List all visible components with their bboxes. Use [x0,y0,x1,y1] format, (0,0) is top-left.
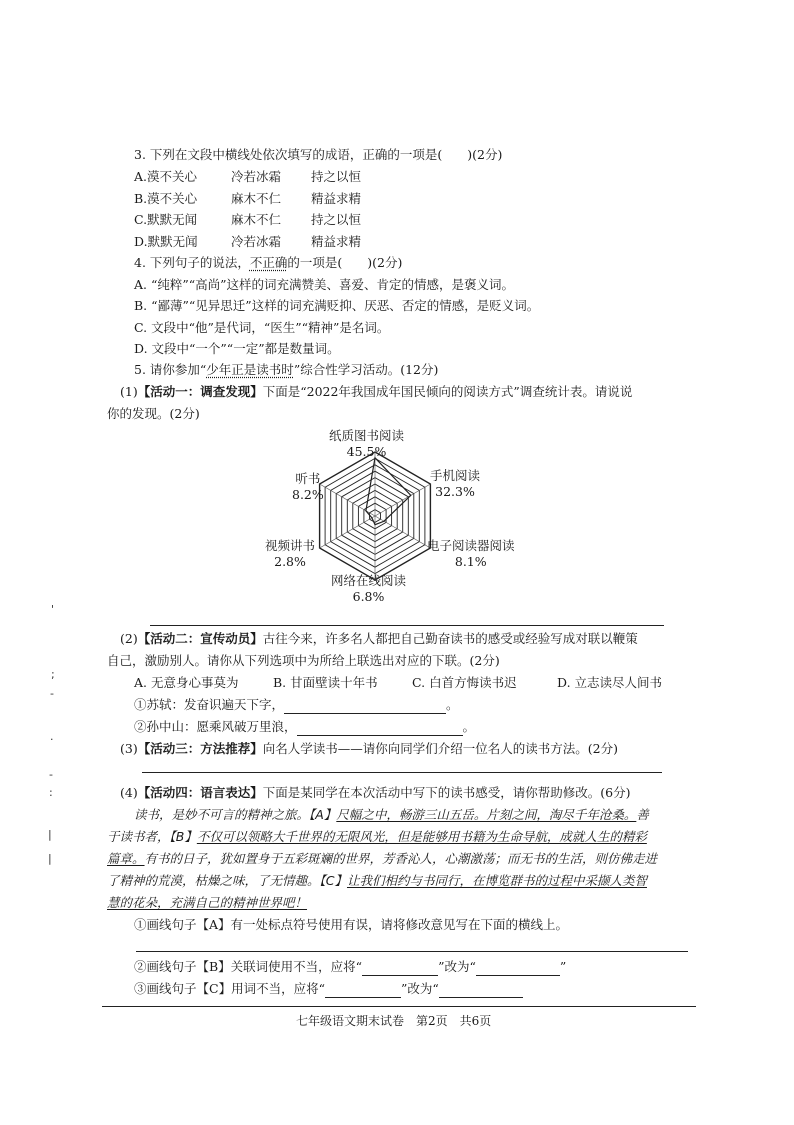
radar-label-video [265,538,315,570]
essay-line-4 [107,872,647,890]
sub-question-2 [134,958,566,976]
option-word-1: 漠不关心 [147,191,198,206]
radar-category-label: 电子阅读器阅读 [427,538,515,553]
option-letter: D. [134,234,148,249]
q3-option-d-word2: 冷若冰霜 [231,234,282,249]
essay-text: 了精神的荒漠，枯燥之味，了无情趣。【C】 [107,873,347,888]
q3-stem: 3. 下列在文段中横线处依次填写的成语，正确的一项是( )(2分) [134,147,503,162]
q5-stem-pre: 5. 请你参加“ [134,362,207,377]
q3-option-b[interactable] [134,190,197,208]
essay-line-1 [134,806,649,824]
sub2-text: ②画线句子【B】关联词使用不当，应将“ [134,959,363,974]
activity4-tag: 【活动四：语言表达】 [137,785,263,800]
radar-value-label: 8.2% [292,487,324,502]
couplet-item-2 [134,718,475,736]
couplet-end-mark: 。 [446,697,459,712]
couplet-answer-blank-2[interactable] [297,721,463,736]
radar-value-label: 6.8% [352,589,385,604]
q3-option-d[interactable] [134,233,198,251]
q5-stem-emphasis: 少年正是读书时 [206,362,294,377]
margin-mark: | [48,852,52,865]
radar-category-label: 视频讲书 [265,538,316,553]
answer-line-activity1[interactable] [150,625,664,626]
sub2-text: ”改为“ [438,959,476,974]
q3-option-a-word3: 持之以恒 [311,169,362,184]
activity2-tag: 【活动二：宣传动员】 [137,631,263,646]
activity3-line [120,740,618,758]
couplet-end-mark: 。 [462,719,476,734]
radar-label-online [331,573,406,605]
essay-line-2 [107,828,647,846]
margin-mark: . [50,730,54,743]
essay-text: 于读书者，【B】 [107,829,197,844]
option-word-1: 漠不关心 [147,169,198,184]
underlined-sentence-b-end: 篇章。 [107,851,145,866]
margin-mark: : [49,786,53,799]
q3-option-b-word2: 麻木不仁 [231,191,282,206]
q5-stem [134,361,438,379]
underlined-sentence-a: 尺幅之中，畅游三山五岳。片刻之间，淘尽千年沧桑。 [336,807,637,822]
sub3-text: ”改为“ [400,981,439,996]
essay-text: 善 [636,807,649,822]
radar-label-phone [430,468,480,500]
activity3-text: 向名人学读书——请你向同学们介绍一位名人的读书方法。(2分) [262,741,618,756]
activity1-line2: 你的发现。(2分) [107,406,200,421]
sub2-blank-to[interactable] [476,961,560,976]
q4-stem-emphasis: 不正确 [249,255,288,270]
q3-option-d-word3: 精益求精 [311,234,362,249]
margin-mark: ' [51,603,55,616]
sub3-text: ③画线句子【C】用词不当，应将“ [134,981,325,996]
essay-text: 读书，是妙不可言的精神之旅。【A】 [134,807,337,822]
page-footer: 七年级语文期末试卷 第2页 共6页 [296,1014,492,1028]
answer-line-activity3[interactable] [142,772,662,773]
q3-option-c-word2: 麻木不仁 [231,212,282,227]
couplet-option-d[interactable]: D. 立志读尽人间书 [557,675,663,690]
essay-line-3 [107,850,657,868]
radar-label-paper [329,428,404,460]
sub3-blank-from[interactable] [325,983,401,998]
underlined-sentence-c-end: 慧的花朵，充满自己的精神世界吧！ [107,895,308,910]
option-letter: C. [134,212,148,227]
activity3-tag: 【活动三：方法推荐】 [137,741,263,756]
q4-option-c[interactable]: C. 文段中“他”是代词，“医生”“精神”是名词。 [134,320,390,335]
activity4-line [120,784,630,802]
sub-question-3 [134,980,523,998]
radar-category-label: 手机阅读 [430,468,481,483]
activity2-line1 [120,630,638,648]
sub-question-1: ①画线句子【A】有一处标点符号使用有误，请将修改意见写在下面的横线上。 [134,917,569,932]
q4-option-b[interactable]: B. “鄙薄”“见异思迁”这样的词充满贬抑、厌恶、否定的情感，是贬义词。 [134,298,540,313]
sub2-blank-from[interactable] [362,961,438,976]
option-letter: B. [134,191,148,206]
margin-mark: | [48,828,52,841]
sub2-text: ” [559,959,567,974]
radar-value-label: 8.1% [454,554,487,569]
option-word-1: 默默无闻 [147,212,198,227]
radar-label-audio [292,471,324,503]
margin-mark: ; [51,668,55,681]
couplet-answer-blank-1[interactable] [284,699,446,714]
q4-stem [134,254,402,272]
activity4-text: 下面是某同学在本次活动中写下的读书感受，请你帮助修改。(6分) [262,785,631,800]
q3-option-c-word3: 持之以恒 [311,212,362,227]
activity1-text: 下面是“2022年我国成年国民倾向的阅读方式”调查统计表。请说说 [262,384,633,399]
radar-category-label: 听书 [295,471,321,486]
q5-stem-post: ”综合性学习活动。(12分) [293,362,439,377]
couplet-item-text: ②孙中山：愿乘风破万里浪， [134,719,297,734]
margin-mark: - [49,768,53,781]
answer-line-sub1[interactable] [136,951,688,952]
activity2-number: (2) [120,631,138,646]
q4-stem-post: 的一项是( )(2分) [287,255,403,270]
q4-option-a[interactable]: A. “纯粹”“高尚”这样的词充满赞美、喜爱、肯定的情感，是褒义词。 [134,277,515,292]
q3-option-a-word2: 冷若冰霜 [231,169,282,184]
footer-rule [102,1006,696,1007]
couplet-option-c[interactable]: C. 白首方悔读书迟 [412,675,517,690]
radar-value-label: 32.3% [435,484,475,499]
activity3-number: (3) [120,741,138,756]
couplet-option-a[interactable]: A. 无意身心事莫为 [134,675,239,690]
margin-mark: - [50,687,54,700]
underlined-sentence-b: 不仅可以领略大千世界的无限风光，但是能够用书籍为生命导航，成就人生的精彩 [196,829,647,844]
q3-option-b-word3: 精益求精 [311,191,362,206]
activity1-tag: 【活动一：调查发现】 [137,384,263,399]
couplet-item-text: ①苏轼：发奋识遍天下字， [134,697,285,712]
radar-value-label: 45.5% [346,444,387,459]
q3-option-a[interactable] [134,168,197,186]
activity2-text: 古往今来，许多名人都把自己勤奋读书的感受或经验写成对联以鞭策 [262,631,638,646]
radar-category-label: 网络在线阅读 [331,573,407,588]
q4-option-d[interactable]: D. 文段中“一个”“一定”都是数量词。 [134,341,340,356]
activity4-number: (4) [120,785,138,800]
couplet-option-b[interactable]: B. 甘面壁读十年书 [273,675,378,690]
radar-label-ereader [427,538,515,570]
option-word-1: 默默无闻 [147,234,198,249]
couplet-item-1 [134,696,459,714]
activity2-line2: 自己，激励别人。请你从下列选项中为所给上联选出对应的下联。(2分) [107,653,500,668]
essay-text: 有书的日子，犹如置身于五彩斑斓的世界，芳香沁人，心潮激荡；而无书的生活，则仿佛走进 [144,851,658,866]
radar-value-label: 2.8% [274,554,306,569]
radar-category-label: 纸质图书阅读 [329,428,405,443]
activity1-number: (1) [120,384,138,399]
q4-stem-pre: 4. 下列句子的说法， [134,255,250,270]
underlined-sentence-c: 让我们相约与书同行，在博览群书的过程中采撷人类智 [346,873,647,888]
essay-line-5 [107,894,307,912]
activity1-line1 [120,383,632,401]
sub3-blank-to[interactable] [439,983,523,998]
q3-option-c[interactable] [134,211,197,229]
option-letter: A. [134,169,148,184]
